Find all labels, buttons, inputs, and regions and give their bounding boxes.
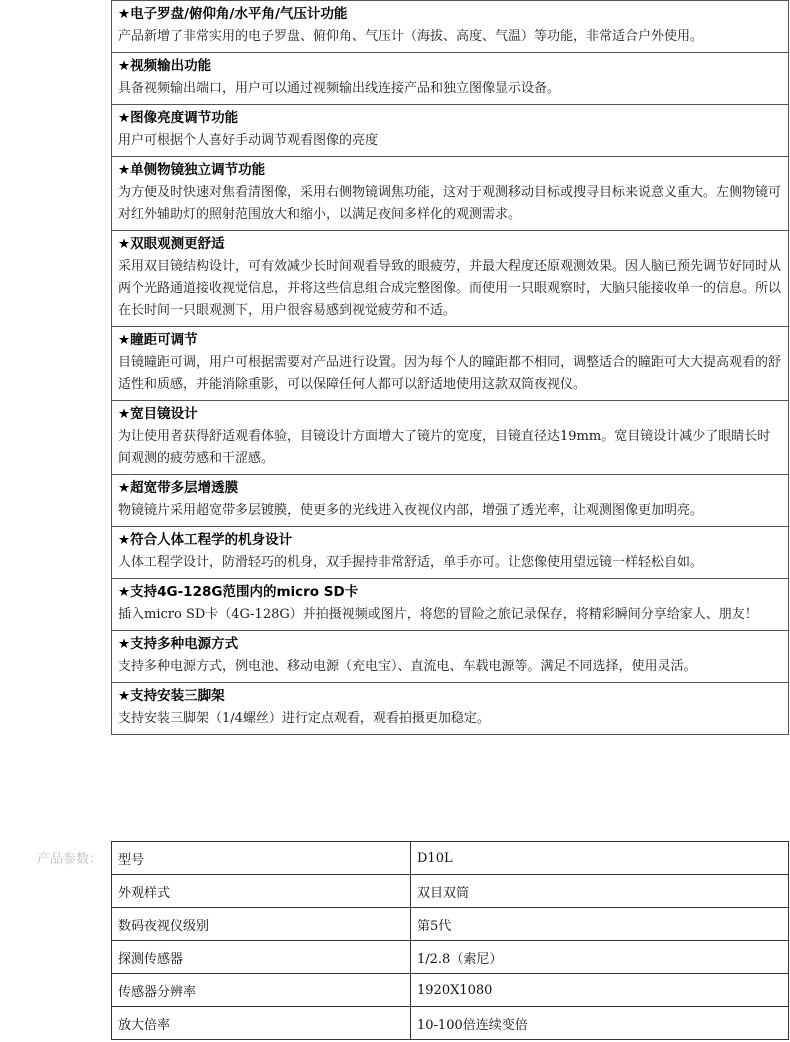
feature-cell bbox=[112, 527, 789, 579]
feature-desc: 物镜镜片采用超宽带多层镀膜，使更多的光线进入夜视仪内部，增强了透光率，让观测图像更加明亮。 bbox=[118, 503, 704, 518]
feature-cell bbox=[112, 327, 789, 401]
feature-row bbox=[112, 475, 789, 527]
feature-desc: 人体工程学设计，防滑轻巧的机身，双手握持非常舒适，单手亦可。让您像使用望远镜一样轻松自如。 bbox=[118, 555, 704, 570]
param-row bbox=[112, 842, 789, 875]
feature-desc: 目镜瞳距可调，用户可根据需要对产品进行设置。因为每个人的瞳距都不相同，调整适合的瞳距可大大提高观看的舒适性和质感，并能消除重影，可以保障任何人都可以舒适地使用这款双筒夜视仪。 bbox=[118, 355, 782, 392]
feature-title: ★支持安装三脚架 bbox=[118, 688, 225, 704]
feature-row bbox=[112, 1, 789, 53]
feature-title: ★单侧物镜独立调节功能 bbox=[118, 162, 266, 178]
feature-row bbox=[112, 231, 789, 327]
feature-desc: 用户可根据个人喜好手动调节观看图像的亮度 bbox=[118, 133, 379, 148]
feature-row bbox=[112, 683, 789, 735]
feature-row bbox=[112, 105, 789, 157]
feature-cell bbox=[112, 105, 789, 157]
param-key: 型号 bbox=[112, 842, 411, 875]
param-row bbox=[112, 1007, 789, 1040]
param-row bbox=[112, 974, 789, 1007]
feature-cell bbox=[112, 631, 789, 683]
feature-desc: 具备视频输出端口，用户可以通过视频输出线连接产品和独立图像显示设备。 bbox=[118, 81, 561, 96]
feature-row bbox=[112, 527, 789, 579]
feature-desc: 为让使用者获得舒适观看体验，目镜设计方面增大了镜片的宽度，目镜直径达19mm。宽目镜设计减少了眼睛长时间观测的疲劳感和干涩感。 bbox=[118, 429, 771, 466]
feature-row bbox=[112, 53, 789, 105]
feature-cell bbox=[112, 1, 789, 53]
feature-title: ★视频输出功能 bbox=[118, 58, 212, 74]
feature-desc: 支持安装三脚架（1/4螺丝）进行定点观看，观看拍摄更加稳定。 bbox=[118, 711, 490, 726]
param-key: 探测传感器 bbox=[112, 941, 411, 974]
feature-cell bbox=[112, 683, 789, 735]
feature-row bbox=[112, 327, 789, 401]
params-table bbox=[111, 841, 789, 1040]
param-row bbox=[112, 941, 789, 974]
feature-title: ★符合人体工程学的机身设计 bbox=[118, 532, 293, 548]
param-key: 传感器分辨率 bbox=[112, 974, 411, 1007]
feature-title: ★支持多种电源方式 bbox=[118, 636, 239, 652]
feature-cell bbox=[112, 401, 789, 475]
feature-cell bbox=[112, 579, 789, 631]
feature-row bbox=[112, 631, 789, 683]
feature-table bbox=[111, 0, 789, 735]
feature-title: ★超宽带多层增透膜 bbox=[118, 480, 239, 496]
param-value: 1920X1080 bbox=[411, 974, 789, 1007]
feature-title: ★瞳距可调节 bbox=[118, 332, 198, 348]
param-row bbox=[112, 908, 789, 941]
feature-cell bbox=[112, 53, 789, 105]
params-label: 产品参数： bbox=[36, 852, 102, 867]
feature-desc: 插入micro SD卡（4G-128G）并拍摄视频或图片，将您的冒险之旅记录保存，将精彩瞬间分享给家人、朋友！ bbox=[118, 607, 758, 622]
param-key: 放大倍率 bbox=[112, 1007, 411, 1040]
param-key: 数码夜视仪级别 bbox=[112, 908, 411, 941]
param-value: 1/2.8（索尼） bbox=[411, 941, 789, 974]
feature-desc: 支持多种电源方式，例电池、移动电源（充电宝）、直流电、车载电源等。满足不同选择，使用灵活。 bbox=[118, 659, 697, 674]
feature-row bbox=[112, 401, 789, 475]
param-row bbox=[112, 875, 789, 908]
param-key: 外观样式 bbox=[112, 875, 411, 908]
feature-row bbox=[112, 157, 789, 231]
feature-title: ★电子罗盘/俯仰角/水平角/气压计功能 bbox=[118, 6, 348, 22]
feature-cell bbox=[112, 157, 789, 231]
feature-title: ★支持4G-128G范围内的micro SD卡 bbox=[118, 584, 359, 600]
feature-desc: 产品新增了非常实用的电子罗盘、俯仰角、气压计（海拔、高度、气温）等功能，非常适合户外使用。 bbox=[118, 29, 704, 44]
param-value: 10-100倍连续变倍 bbox=[411, 1007, 789, 1040]
param-value: D10L bbox=[411, 842, 789, 875]
param-value: 第5代 bbox=[411, 908, 789, 941]
feature-title: ★宽目镜设计 bbox=[118, 406, 198, 422]
feature-cell bbox=[112, 475, 789, 527]
feature-desc: 为方便及时快速对焦看清图像，采用右侧物镜调焦功能，这对于观测移动目标或搜寻目标来说意义重大。左侧物镜可对红外辅助灯的照射范围放大和缩小，以满足夜间多样化的观测需求。 bbox=[118, 185, 782, 222]
param-value: 双目双筒 bbox=[411, 875, 789, 908]
feature-cell bbox=[112, 231, 789, 327]
feature-desc: 采用双目镜结构设计，可有效减少长时间观看导致的眼疲劳，并最大程度还原观测效果。因人脑已预先调节好同时从两个光路通道接收视觉信息，并将这些信息组合成完整图像。而使用一只眼观察时，大脑只能接收单一的信息。所以在长时间一只眼观测下，用户很容易感到视觉疲劳和不适。 bbox=[118, 259, 782, 318]
feature-title: ★双眼观测更舒适 bbox=[118, 236, 225, 252]
feature-row bbox=[112, 579, 789, 631]
feature-title: ★图像亮度调节功能 bbox=[118, 110, 239, 126]
